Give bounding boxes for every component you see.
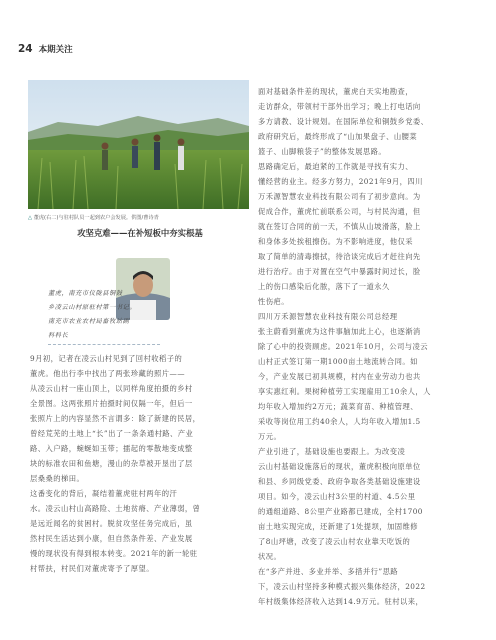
bio-line: 乡凌云山村原驻村第一书记。 xyxy=(48,304,137,311)
right-column-line: 和县、乡同级党委、政府争取各类基础设施建设 xyxy=(258,477,421,486)
left-column-line: 张照片上的内容显然不言谓多：除了新建的民居， xyxy=(30,414,201,423)
bio-line: 科科长 xyxy=(48,332,69,339)
right-column-line: 山村正式签订第一期1000亩土地流转合同。如 xyxy=(258,357,418,366)
right-column-line: 和身体多处挨租擦伤。为不影响进度，他仅采 xyxy=(258,237,413,246)
left-column-line: 块的标准农田和鱼塘，漫山的杂草被开垦出了层 xyxy=(30,459,193,468)
rice-field-photo xyxy=(28,80,249,209)
right-column-line: 走访群众，带领村干部外出学习；晚上打电话向 xyxy=(258,102,421,111)
left-column-line: 曾经荒芜的土地上“长”出了一条条通村路、产业 xyxy=(30,429,194,438)
right-column-line: 进行治疗。由于对置在空气中暴露时间过长，脸 xyxy=(258,267,421,276)
right-column-line: 篮子、山脚粮袋子”的整体发展思路。 xyxy=(258,147,387,156)
right-column-line: 面对基础条件差的现状，董虎白天实地勘查， xyxy=(258,87,413,96)
right-column-line: 在“多产并进、多业并举、多措并行”思路 xyxy=(258,567,399,576)
right-column-line: 享实惠红利。果树种植劳工实现雇用工10余人，人 xyxy=(258,387,431,396)
right-column-line: 了8山坪塘，改变了凌云山村农业靠天吃饭的 xyxy=(258,537,411,546)
right-column-line: 张主蔚看到董虎为这件事脑加此上心，也逐渐消 xyxy=(258,327,421,336)
right-column-line: 万元。 xyxy=(258,432,282,441)
right-column-line: 政府研究后，最终形成了“山加果盘子、山腰菜 xyxy=(258,132,418,141)
photo-caption xyxy=(28,214,249,222)
left-column-line: 全景图。这两张照片拍摄时间仅隔一年，但后一 xyxy=(30,399,193,408)
right-column-line: 四川万禾源智慧农业科技有限公司总经理 xyxy=(258,312,398,321)
section-title: 本期关注 xyxy=(38,45,73,55)
right-column-line: 思路确定后，最迫紧的工作就是寻找有实力、 xyxy=(258,162,413,171)
left-column-line: 从凌云山村一座山顶上，以同样角度拍摄的乡村 xyxy=(30,384,193,393)
right-column-line: 均年收入增加约2万元；蔬菜育苗、种植管理、 xyxy=(258,402,419,411)
right-column-line: 上的伤口感染后化脓，落下了一道永久 xyxy=(258,282,390,291)
page-number: 24 xyxy=(18,43,33,55)
left-column-line: 慢的现状没有得到根本转变。2021年的新一轮驻 xyxy=(30,549,198,558)
left-column-line: 层桑桑的梯田。 xyxy=(30,474,85,483)
bio-line: 南充市农业农村局畜牧站副 xyxy=(48,318,130,325)
article-subheading: 攻坚克难——在补短板中夯实根基 xyxy=(77,228,203,238)
right-column-line: 多方请教、设计规划。在国际单位和铜鼓乡党委、 xyxy=(258,117,429,126)
bio-line: 董虎，南充市仪陇县铜鼓 xyxy=(48,290,123,297)
right-column-line: 取了简单的清毒擦拭，待洽谈完成后才赶往向先 xyxy=(258,252,421,261)
right-column-line: 年村级集体经济收入达到14.9万元。驻村以来， xyxy=(258,597,424,606)
right-column-line: 云山村基础设施落后的现状，董虎积极向原单位 xyxy=(258,462,421,471)
right-column-line: 采收等岗位用工约40余人，人均年收入增加1.5 xyxy=(258,417,421,426)
left-column-line: 村帮扶，村民们对董虎寄予了厚望。 xyxy=(30,564,154,573)
page-header xyxy=(18,42,73,56)
right-column-line: 万禾源智慧农业科技有限公司有了初步意向。为 xyxy=(258,192,421,201)
right-column-line: 下，凌云山村坚持多种模式振兴集体经济，2022 xyxy=(258,582,426,591)
left-column-line: 水。凌云山村山高路险、土地贫瘠、产业薄弱，曾 xyxy=(30,504,201,513)
right-column-line: 状况。 xyxy=(258,552,282,561)
right-column-line: 今，产业发展已初具规模，村内在业劳动力也共 xyxy=(258,372,421,381)
divider xyxy=(48,344,160,345)
right-column-line: 性伤疤。 xyxy=(258,297,289,306)
left-column-line: 路、入户路，蜿蜒如玉带；擂起的零散地变成整 xyxy=(30,444,193,453)
left-column-line: 董虎。他出行李中找出了两张珍藏的照片—— xyxy=(30,369,185,378)
right-column-line: 的通组道路、8公里产业路都已建成，全村1700 xyxy=(258,507,423,516)
right-column-line: 就在签订合同的前一天，不慎从山坡滑落，脸上 xyxy=(258,222,421,231)
left-column-line: 这番变化的背后，凝结着董虎驻村两年的汗 xyxy=(30,489,178,498)
left-column-line: 然村民生活达到小康，但自然条件差、产业发展 xyxy=(30,534,193,543)
right-column-line: 懂经营的业主。经多方努力，2021年9月，四川 xyxy=(258,177,423,186)
caption-text: 董虎(右二)与驻村队员一起到农户会发展。供图/曹诗青 xyxy=(33,215,159,221)
left-column-line: 9月初，记者在凌云山村见到了回村收稻子的 xyxy=(30,354,183,363)
right-column-line: 除了心中的投资顾虑。2021年10月，公司与凌云 xyxy=(258,342,428,351)
right-column-line: 项目。如今，凌云山村3公里的村道、4.5公里 xyxy=(258,492,416,501)
left-column-line: 是远近闻名的贫困村。脱贫攻坚任务完成后，虽 xyxy=(30,519,193,528)
caption-marker-icon: △ xyxy=(28,215,32,221)
right-column-line: 产业引进了，基础设施也要跟上。为改变凌 xyxy=(258,447,406,456)
right-column-line: 促成合作，董虎忙前联系公司，与村民沟通，但 xyxy=(258,207,421,216)
right-column-line: 亩土地实现完成，还新建了1处提坝，加固维修 xyxy=(258,522,419,531)
